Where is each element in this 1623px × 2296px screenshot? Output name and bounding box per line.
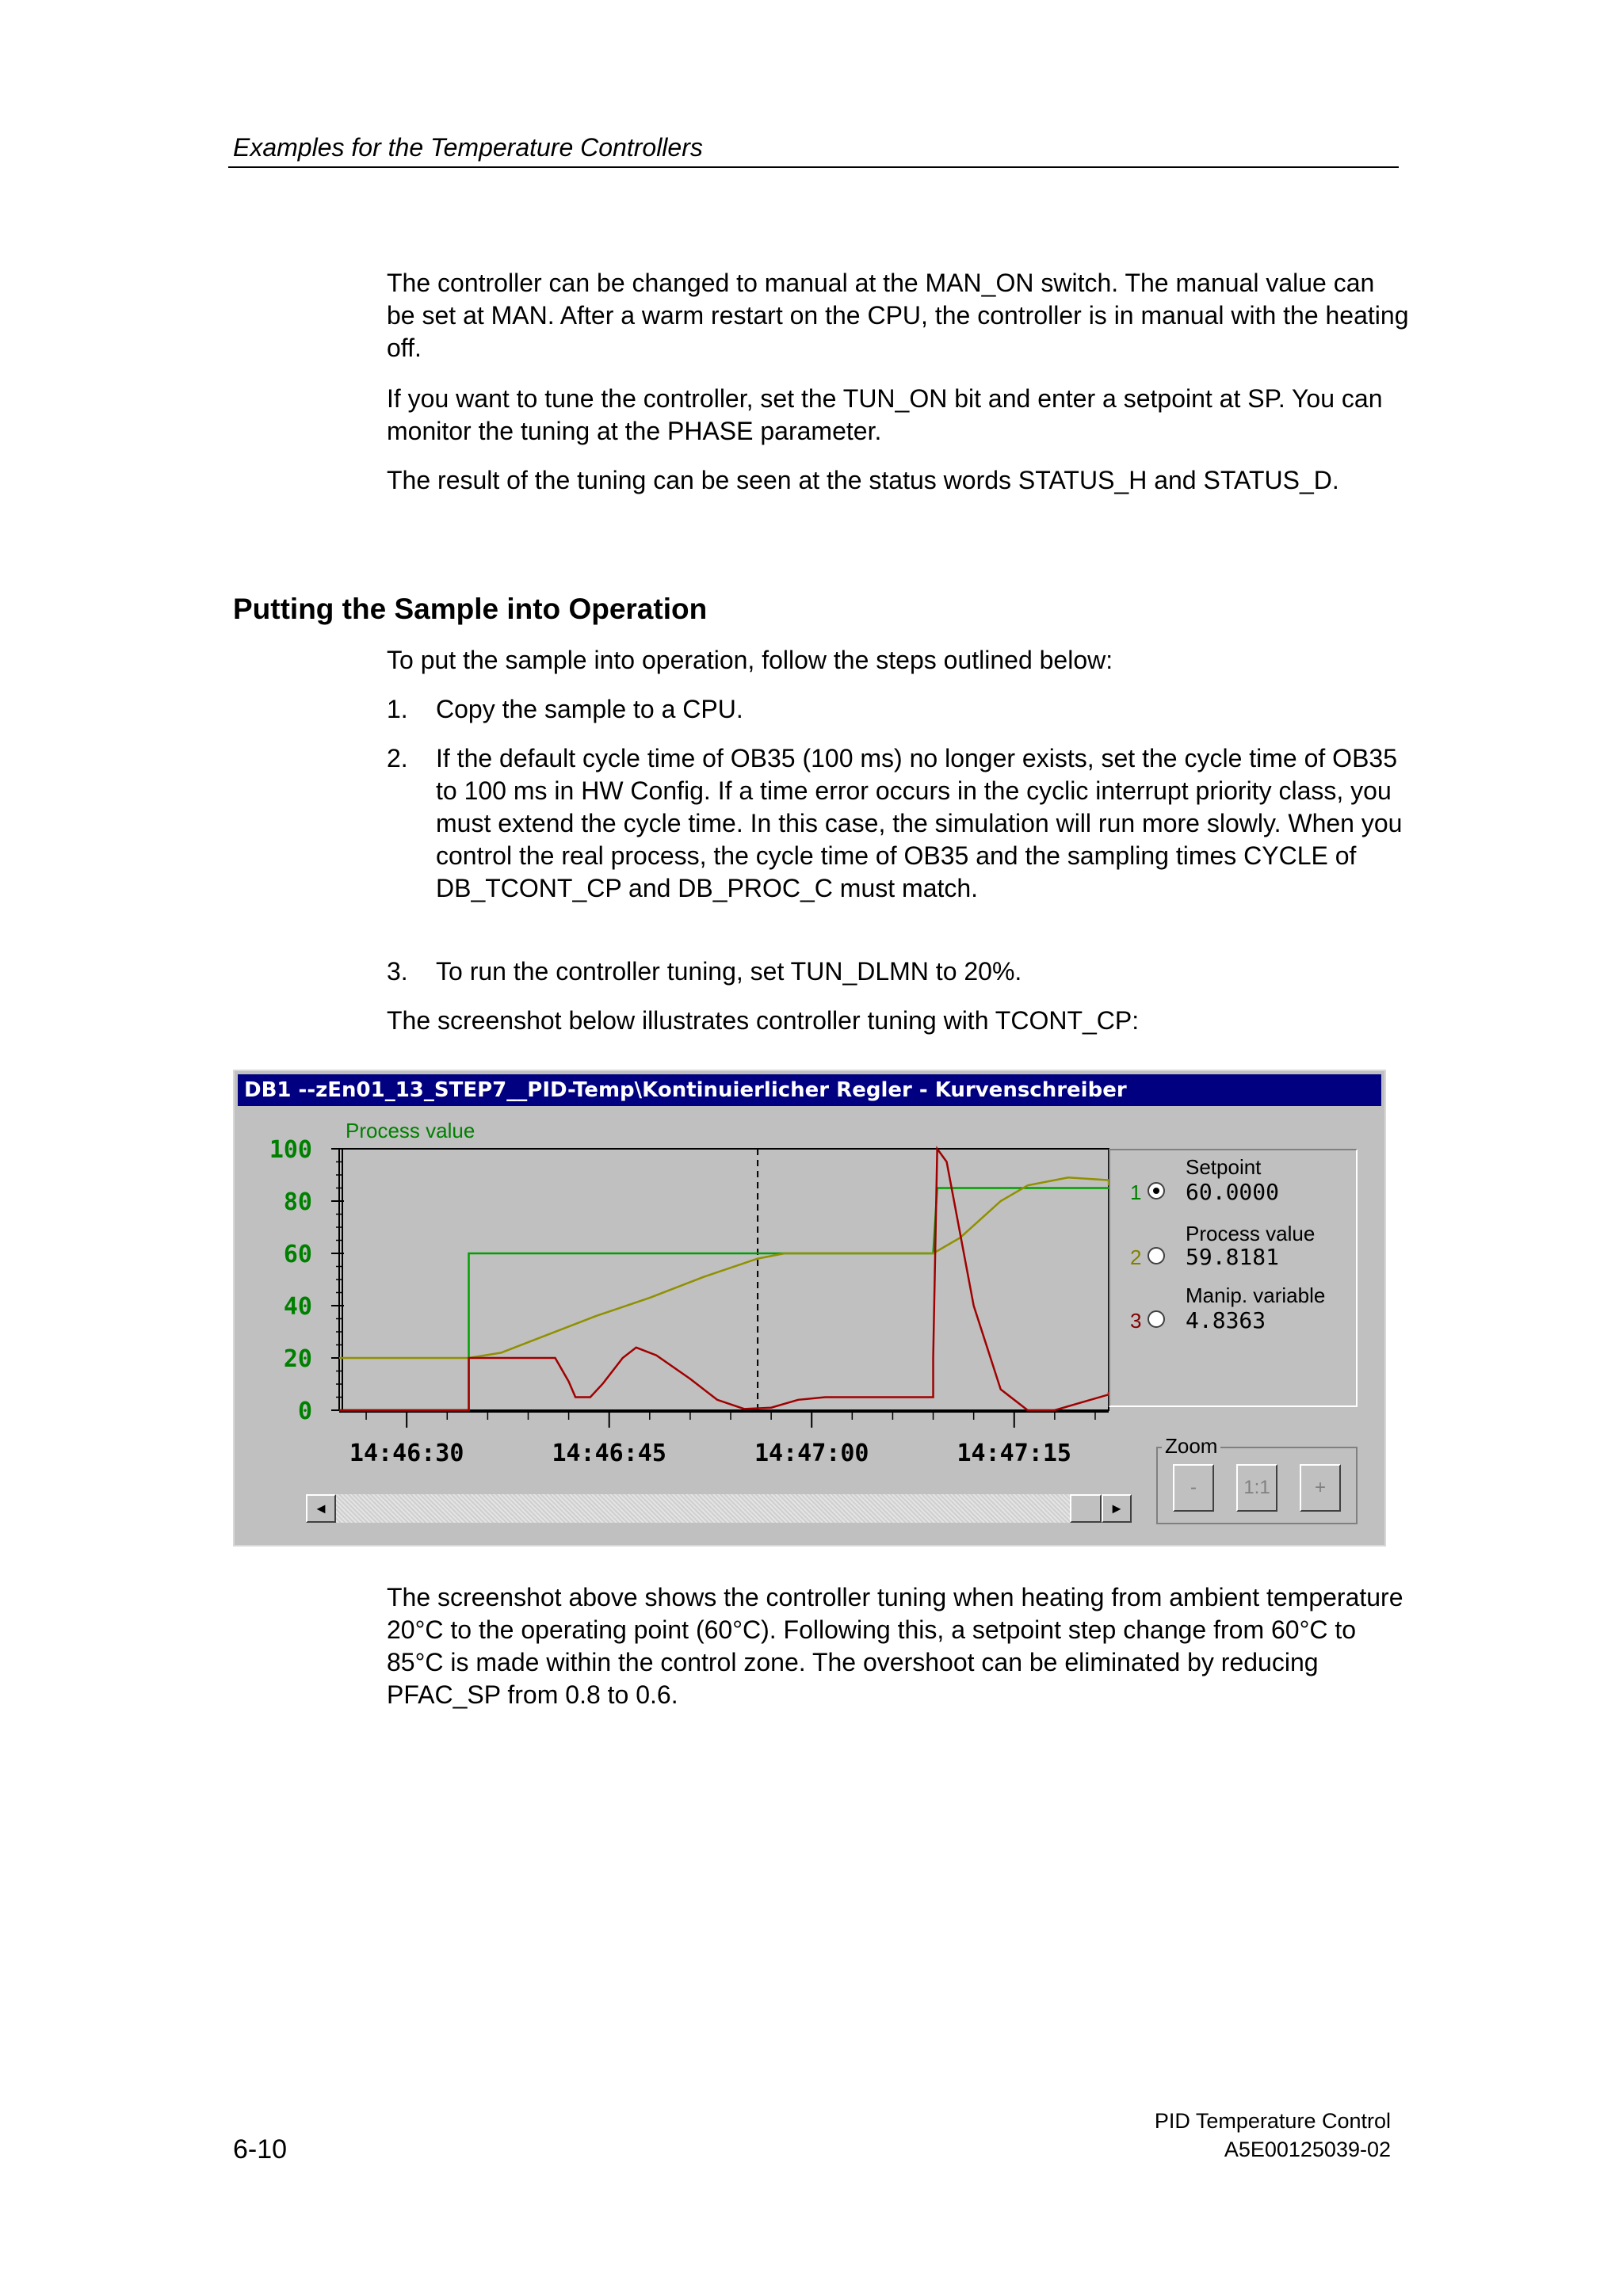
- header-rule: [228, 166, 1399, 168]
- step-text: Copy the sample to a CPU.: [436, 695, 743, 723]
- step-number: 3.: [387, 957, 408, 986]
- legend-number-2: 2: [1130, 1245, 1142, 1269]
- scroll-right-icon[interactable]: ►: [1102, 1494, 1132, 1523]
- x-tick-label: 14:46:30: [349, 1440, 464, 1467]
- section-heading: Putting the Sample into Operation: [233, 593, 708, 625]
- legend-number-3: 3: [1130, 1309, 1142, 1333]
- y-tick-label: 80: [283, 1188, 312, 1216]
- x-tick-label: 14:47:00: [754, 1440, 869, 1467]
- legend-value-manip-variable: 4.8363: [1186, 1307, 1266, 1333]
- chart-title: Process value: [346, 1119, 475, 1142]
- intro-paragraph-1: [387, 267, 1409, 364]
- paragraph-text: If you want to tune the controller, set the TUN_ON bit and enter a setpoint at SP. You can monitor the tuning at the PHASE parameter.: [387, 384, 1383, 445]
- legend-label-process-value: Process value: [1186, 1222, 1316, 1245]
- horizontal-scrollbar[interactable]: [306, 1494, 1130, 1523]
- radio-manip-variable[interactable]: [1148, 1310, 1165, 1328]
- step-text: If the default cycle time of OB35 (100 ms) no longer exists, set the cycle time of OB35 to 100 ms in HW Config. If a time error occurs in the cyclic interrupt priority class, you must extend the cycle time. In this case, the simulation will run more slowly. When you control the real process, the cycle time of OB35 and the sampling times CYCLE of DB_TCONT_CP and DB_PROC_C must match.: [436, 744, 1403, 902]
- zoom-out-button[interactable]: -: [1173, 1464, 1214, 1512]
- intro-paragraph-2: [387, 383, 1409, 448]
- page-number: 6-10: [233, 2134, 288, 2164]
- y-tick-label: 40: [283, 1293, 312, 1321]
- scroll-left-icon[interactable]: ◄: [306, 1494, 336, 1523]
- legend-label-setpoint: Setpoint: [1186, 1155, 1262, 1179]
- step-text: To run the controller tuning, set TUN_DLMN to 20%.: [436, 957, 1022, 986]
- screenshot-intro: The screenshot below illustrates controller tuning with TCONT_CP:: [387, 1006, 1140, 1035]
- legend-value-process-value: 59.8181: [1186, 1244, 1280, 1270]
- legend-number-1: 1: [1130, 1180, 1142, 1204]
- section-lead: To put the sample into operation, follow the steps outlined below:: [387, 646, 1113, 674]
- paragraph-text: The controller can be changed to manual at the MAN_ON switch. The manual value can be set at MAN. After a warm restart on the CPU, the controller is in manual with the heating off.: [387, 269, 1409, 362]
- window-titlebar: DB1 --zEn01_13_STEP7__PID-Temp\Kontinuierlicher Regler - Kurvenschreiber: [238, 1074, 1381, 1106]
- y-tick-label: 60: [283, 1241, 312, 1268]
- zoom-label: Zoom: [1162, 1434, 1220, 1459]
- zoom-in-button[interactable]: +: [1300, 1464, 1341, 1512]
- paragraph-text: The result of the tuning can be seen at the status words STATUS_H and STATUS_D.: [387, 466, 1339, 494]
- x-tick-label: 14:47:15: [957, 1440, 1072, 1467]
- zoom-reset-button[interactable]: 1:1: [1236, 1464, 1277, 1512]
- legend-value-setpoint: 60.0000: [1186, 1179, 1280, 1205]
- footer-doc-id: A5E00125039-02: [1224, 2138, 1391, 2161]
- x-tick-label: 14:46:45: [552, 1440, 666, 1467]
- y-tick-label: 20: [283, 1345, 312, 1373]
- scrollbar-thumb[interactable]: [1070, 1494, 1102, 1523]
- footer-product: PID Temperature Control: [1154, 2109, 1391, 2133]
- intro-paragraph-3: [387, 464, 1409, 497]
- radio-process-value[interactable]: [1148, 1247, 1165, 1264]
- step-number: 2.: [387, 744, 408, 772]
- running-header: Examples for the Temperature Controllers: [233, 133, 703, 162]
- y-tick-label: 100: [269, 1136, 312, 1164]
- step-number: 1.: [387, 695, 408, 723]
- y-tick-label: 0: [297, 1398, 312, 1425]
- radio-setpoint[interactable]: [1148, 1182, 1165, 1199]
- after-screenshot-paragraph: The screenshot above shows the controller tuning when heating from ambient temperature 20°C to the operating point (60°C). Following this, a setpoint step change from 60°C to 85°C is made within the control zone. The overshoot can be eliminated by reducing PFAC_SP from 0.8 to 0.6.: [387, 1583, 1403, 1709]
- legend-label-manip-variable: Manip. variable: [1186, 1283, 1326, 1307]
- trend-recorder-window: [233, 1070, 1386, 1547]
